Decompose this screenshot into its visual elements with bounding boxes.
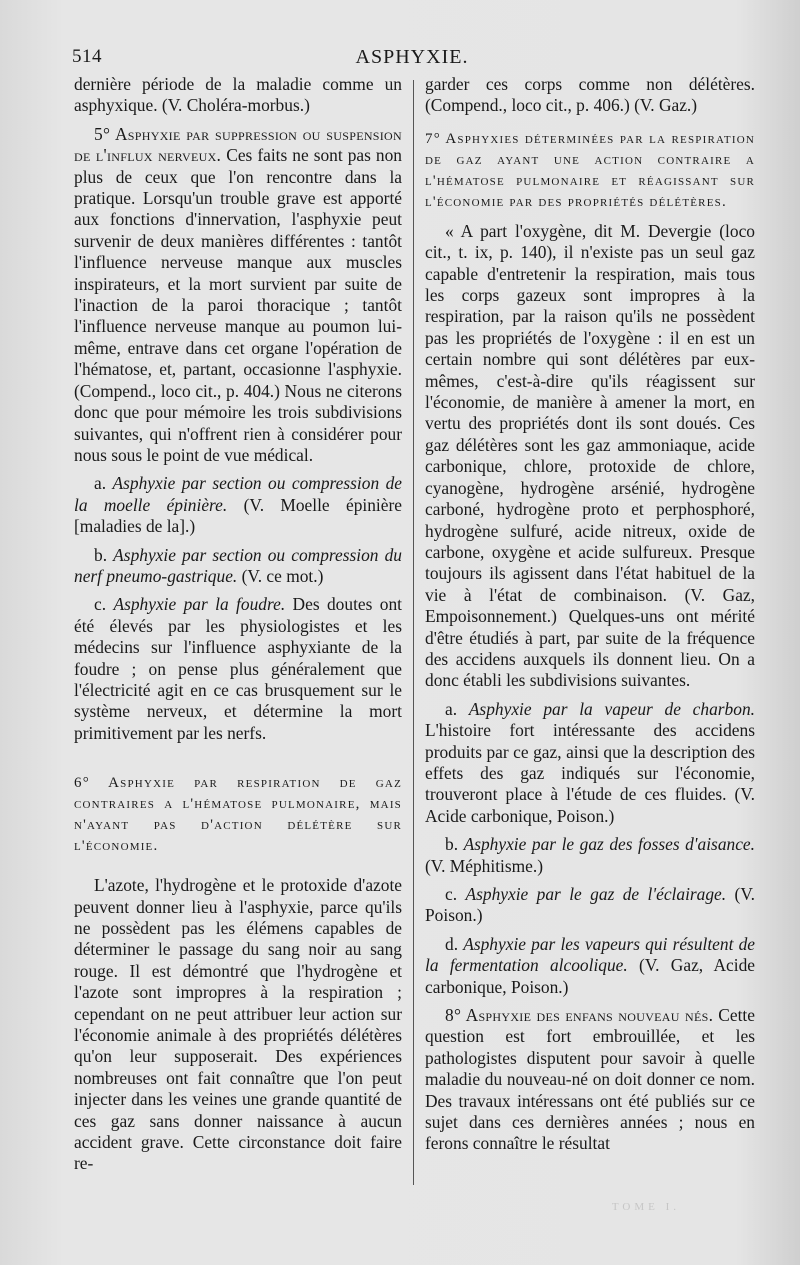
page-header — [72, 46, 752, 74]
subdivision-body: (V. Poison.) — [425, 884, 755, 926]
page-number: 514 — [72, 46, 102, 67]
subdivision-a — [74, 473, 402, 537]
item-letter: b. — [445, 834, 464, 855]
paragraph-body: Ces faits ne sont pas non plus de ceux que l'on rencontre dans la pratique. Lorsqu'un trouble grave est apporté aux fonctions d'innervation, l'asphyxie peut survenir de deux manières différentes : tantôt l'influence nerveuse manque aux muscles inspirateurs, et la mort survient par suite de l'inaction de la paroi thoracique ; tantôt l'influence nerveuse manque au poumon lui-même, entrave dans cet organe l'opération de l'hématose, et, partant, occasionne l'asphyxie. (Compend., loco cit., p. 404.) Nous ne citerons donc que pour mémoire les trois subdivisions suivantes, qui n'offrent rien à considérer pour nous sous le point de vue médical. — [74, 145, 402, 465]
section-heading: 8° Asphyxie des enfans nouveau nés. — [445, 1005, 714, 1026]
paragraph: dernière période de la maladie comme un asphyxique. (V. Choléra-morbus.) — [74, 74, 402, 116]
footer-signature-mark: TOME I. — [611, 1201, 680, 1213]
subdivision-b — [74, 545, 402, 588]
subdivision-b — [425, 834, 755, 877]
subdivision-title: Asphyxie par section ou compression de la moelle épinière. — [74, 473, 402, 515]
section-heading: 5° Asphyxie par suppression ou suspension de l'influx nerveux. — [74, 123, 402, 166]
subdivision-body: (V. Gaz, Acide carbonique, Poison.) — [425, 955, 755, 997]
subdivision-title: Asphyxie par section ou compression du nerf pneumo-gastrique. — [74, 544, 402, 586]
subdivision-c — [425, 884, 755, 927]
subdivision-title: Asphyxie par le gaz de l'éclairage. — [465, 884, 727, 904]
subdivision-body: (V. ce mot.) — [237, 565, 324, 586]
section-5 — [74, 124, 402, 467]
item-letter: a. — [94, 473, 113, 494]
subdivision-body: (V. Moelle épinière [maladies de la].) — [74, 494, 402, 537]
subdivision-body: Des doutes ont été élevés par les physiologistes et les médecins sur l'influence asphyxiante de la foudre ; on pense plus généralement que l'électricité agit en ce cas brusquement sur le système nerveux, et détermine la mort primitivement par les nerfs. — [74, 594, 402, 743]
subdivision-title: Asphyxie par la foudre. — [113, 594, 286, 615]
item-letter: c. — [445, 884, 466, 904]
running-title: ASPHYXIE. — [355, 46, 469, 68]
column-divider — [413, 80, 414, 1185]
right-column — [425, 74, 755, 1162]
item-letter: c. — [94, 594, 114, 615]
subdivision-title: Asphyxie par la vapeur de charbon. — [468, 698, 755, 719]
section-heading-6: 6° Asphyxie par respiration de gaz contraires a l'hématose pulmonaire, mais n'ayant pas d'action délétère sur l'économie. — [74, 775, 402, 855]
subdivision-title: Asphyxie par les vapeurs qui résultent de la fermentation alcoolique. — [425, 933, 756, 976]
paragraph: garder ces corps comme non délétères. (Compend., loco cit., p. 406.) (V. Gaz.) — [425, 74, 755, 116]
subdivision-a — [425, 699, 755, 827]
subdivision-body: L'histoire fort intéressante des accidens produits par ce gaz, ainsi que la description des effets des gaz indiqués sur l'économie, trouveront place à l'étude de ces fluides. (V. Acide carbonique, Poison.) — [425, 720, 755, 826]
section-heading-7: 7° Asphyxies déterminées par la respiration de gaz ayant une action contraire a l'hématose pulmonaire et réagissant sur l'économie par des propriétés délétères. — [425, 130, 755, 210]
paragraph: L'azote, l'hydrogène et le protoxide d'azote peuvent donner lieu à l'asphyxie, parce qu'ils ne possèdent pas les élémens capables de déterminer le passage du sang noir au sang rouge. Il est démontré que l'hydrogène et l'azote sont impropres à la respiration ; cependant on ne peut attribuer leur action sur l'économie animale à des propriétés délétères qu'on leur supposerait. Des expériences nombreuses ont fait connaître que l'on peut injecter dans les veines une grande quantité de ces gaz sans donner naissance à aucun accident grave. Cette circonstance doit faire re- — [74, 875, 402, 1174]
left-column — [74, 74, 402, 1182]
section-8 — [425, 1005, 755, 1155]
paragraph: « A part l'oxygène, dit M. Devergie (loco cit., t. ix, p. 140), il n'existe pas un seul gaz capable d'entretenir la respiration, mais tous les corps gazeux sont impropres à la respiration, par la raison qu'ils ne possèdent pas les propriétés de l'oxygène : il en est un certain nombre qui sont délétères par eux-mêmes, c'est-à-dire qu'ils réagissent sur l'économie, de manière à amener la mort, en vertu des propriétés dont ils sont doués. Ces gaz délétères sont les gaz ammoniaque, acide carbonique, chlore, protoxide de chlore, cyanogène, hydrogène arsénié, hydrogène carboné, hydrogène proto et perphosphoré, hydrogène sulfuré, acide nitreux, oxide de carbone, oxygène et acide sulfureux. Presque toujours ils agissent dans l'état habituel de la vie à l'état de combinaison. (V. Gaz, Empoisonnement.) Quelques-uns ont mérité d'être étudiés à part, par suite de la fréquence des accidens auxquels ils donnent lieu. On a donc établi les subdivisions suivantes. — [425, 220, 755, 691]
item-letter: d. — [445, 933, 464, 954]
item-letter: a. — [445, 698, 469, 719]
subdivision-c — [74, 594, 402, 744]
item-letter: b. — [94, 544, 114, 565]
subdivision-d — [425, 934, 755, 998]
paragraph-body: Cette question est fort embrouillée, et les pathologistes disputent pour savoir à quelle maladie du nouveau-né on doit donner ce nom. Des travaux intéressans ont été publiés sur ce sujet dans ces dernières années ; nous en ferons connaître le résultat — [425, 1005, 755, 1154]
subdivision-title: Asphyxie par le gaz des fosses d'aisance. — [463, 834, 756, 855]
subdivision-body: (V. Méphitisme.) — [425, 855, 544, 876]
